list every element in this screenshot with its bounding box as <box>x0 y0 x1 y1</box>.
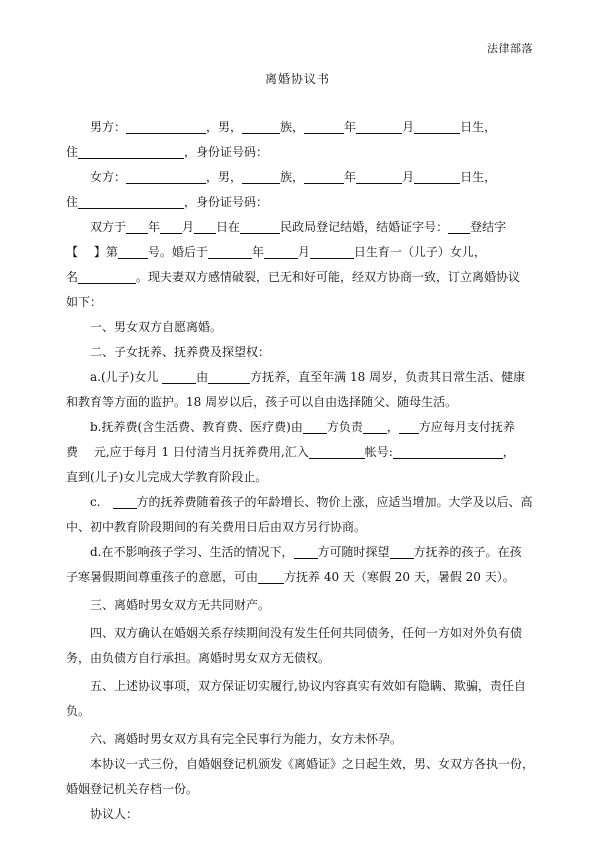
line-text: 民政局登记结婚，结婚证字号： <box>280 220 449 234</box>
line-text: b.抚养费(含生活费、教育费、医疗费)由 <box>90 420 303 434</box>
agreement-line <box>66 621 528 646</box>
line-text: 由 <box>196 370 209 384</box>
line-text: 婚姻登记机关存档一份。 <box>66 782 199 796</box>
line-text: 方抚养的孩子。在孩 <box>413 545 522 559</box>
line-text: ，男， <box>206 170 243 184</box>
blank-field <box>310 244 354 259</box>
blank-field <box>363 419 387 434</box>
blank-field <box>240 219 280 234</box>
line-text: 名 <box>66 270 79 284</box>
line-text: 二、子女抚养、抚养费及探望权： <box>90 345 271 359</box>
agreement-line <box>66 315 528 340</box>
line-text: 住 <box>66 145 79 159</box>
page-header: 法律部落 <box>487 42 533 55</box>
agreement-line <box>66 190 528 215</box>
blank-field <box>126 169 206 184</box>
agreement-line <box>66 646 528 671</box>
blank-field <box>208 244 252 259</box>
line-text: 六、离婚时男女双方具有完全民事行为能力，女方未怀孕。 <box>90 732 403 746</box>
line-text: 登结字 <box>470 220 507 234</box>
line-text: 年 <box>344 170 357 184</box>
blank-field <box>414 119 460 134</box>
line-text: 月 <box>402 170 415 184</box>
blank-field <box>303 419 327 434</box>
agreement-line <box>66 593 528 618</box>
agreement-line <box>66 365 528 390</box>
line-text: 年 <box>344 120 357 134</box>
line-text: 帐号: <box>364 445 393 459</box>
line-text: 【 】第 <box>66 245 118 259</box>
agreement-line <box>66 440 528 465</box>
blank-field <box>78 194 184 209</box>
agreement-line <box>66 390 528 415</box>
blank-field <box>194 219 216 234</box>
blank-field <box>399 419 419 434</box>
agreement-line <box>66 465 528 490</box>
line-text: ，身份证号码： <box>184 145 269 159</box>
blank-field <box>304 169 344 184</box>
line-text: 务，由负债方自行承担。离婚时男女双方无债权。 <box>66 651 331 665</box>
blank-field <box>356 119 402 134</box>
line-text: ，身份证号码： <box>184 195 269 209</box>
line-text: 子寒暑假期间尊重孩子的意愿，可由 <box>66 570 259 584</box>
line-text: 日生， <box>460 170 497 184</box>
blank-field <box>242 119 280 134</box>
blank-field <box>126 119 206 134</box>
line-text: 日在 <box>216 220 241 234</box>
line-text: 费 元,应于每月 1 日付清当月抚养费用,汇入 <box>66 445 309 459</box>
line-text: 如下： <box>66 295 103 309</box>
blank-field <box>294 544 318 559</box>
line-text: 月 <box>402 120 415 134</box>
line-text: 四、双方确认在婚姻关系存续期间没有发生任何共同债务，任何一方如对外负有债 <box>90 626 523 640</box>
blank-field <box>448 219 470 234</box>
line-text: 协议人： <box>90 807 139 821</box>
agreement-line <box>66 565 528 590</box>
line-text: 三、离婚时男女双方无共同财产。 <box>90 598 271 612</box>
line-text: 五、上述协议事项，双方保证切实履行,协议内容真实有效如有隐瞒、欺骗，责任自 <box>90 679 526 693</box>
blank-field <box>309 444 365 459</box>
line-text: 年 <box>148 220 161 234</box>
agreement-line <box>66 490 533 515</box>
line-text: 日生育一（儿子）女儿， <box>353 245 486 259</box>
line-text: 本协议一式三份，自婚姻登记机颁发《离婚证》之日起生效，男、女双方各执一份， <box>90 757 535 771</box>
agreement-line <box>66 415 528 440</box>
agreement-line <box>66 215 528 240</box>
blank-field <box>160 219 182 234</box>
blank-field <box>393 444 503 459</box>
agreement-line <box>66 674 528 699</box>
blank-field <box>78 144 184 159</box>
line-text: 男方： <box>90 120 127 134</box>
agreement-line <box>66 340 528 365</box>
blank-field <box>242 169 280 184</box>
line-text: 方抚养，直至年满 18 周岁，负责其日常生活、健康 <box>250 370 526 384</box>
line-text: 族， <box>280 170 305 184</box>
line-text: 和教育等方面的监护。18 周岁以后，孩子可以自由选择随父、随母生活。 <box>66 395 458 409</box>
agreement-line <box>66 240 528 265</box>
line-text: d.在不影响孩子学习、生活的情况下， <box>90 545 294 559</box>
line-text: 方负责 <box>326 420 363 434</box>
blank-field <box>208 369 250 384</box>
agreement-line <box>66 115 528 140</box>
agreement-line <box>66 265 528 290</box>
line-text: ， <box>386 420 399 434</box>
agreement-line <box>66 540 528 565</box>
agreement-line <box>66 140 528 165</box>
line-text: 族， <box>280 120 305 134</box>
line-text: a.(儿子)女儿 <box>90 370 163 384</box>
line-text: 一、男女双方自愿离婚。 <box>90 320 223 334</box>
line-text: 双方于 <box>90 220 127 234</box>
line-text: 号。婚后于 <box>147 245 208 259</box>
agreement-line <box>66 165 528 190</box>
blank-field <box>126 219 148 234</box>
blank-field <box>113 494 137 509</box>
blank-field <box>78 269 136 284</box>
line-text: ，男， <box>206 120 243 134</box>
line-text: 年 <box>251 245 264 259</box>
blank-field <box>258 569 284 584</box>
agreement-line <box>66 290 528 315</box>
line-text: c. <box>90 495 113 509</box>
line-text: 月 <box>297 245 310 259</box>
blank-field <box>390 544 414 559</box>
blank-field <box>414 169 460 184</box>
line-text: 中、初中教育阶段期间的有关费用日后由双方另行协商。 <box>66 520 367 534</box>
line-text: ， <box>502 445 515 459</box>
line-text: 方可随时探望 <box>317 545 390 559</box>
line-text: 。现夫妻双方感情破裂，已无和好可能，经双方协商一致，订立离婚协议 <box>136 270 521 284</box>
blank-field <box>264 244 298 259</box>
blank-field <box>118 244 148 259</box>
agreement-line <box>66 777 528 802</box>
line-text: 负。 <box>66 704 91 718</box>
line-text: 方抚养 40 天（寒假 20 天，暑假 20 天）。 <box>284 570 515 584</box>
line-text: 直到(儿子)女儿完成大学教育阶段止。 <box>66 470 268 484</box>
agreement-line <box>66 515 528 540</box>
line-text: 日生， <box>460 120 497 134</box>
document-title: 离婚协议书 <box>264 72 330 86</box>
blank-field <box>356 169 402 184</box>
blank-field <box>162 369 196 384</box>
agreement-line <box>66 727 528 752</box>
line-text: 女方： <box>90 170 127 184</box>
line-text: 月 <box>182 220 195 234</box>
line-text: 方的抚养费随着孩子的年龄增长、物价上涨，应适当增加。大学及以后、高 <box>136 495 533 509</box>
agreement-body <box>66 115 535 827</box>
agreement-line <box>66 752 535 777</box>
blank-field <box>304 119 344 134</box>
line-text: 方应每月支付抚养 <box>418 420 515 434</box>
agreement-line <box>66 802 528 827</box>
agreement-line <box>66 699 528 724</box>
line-text: 住 <box>66 195 79 209</box>
